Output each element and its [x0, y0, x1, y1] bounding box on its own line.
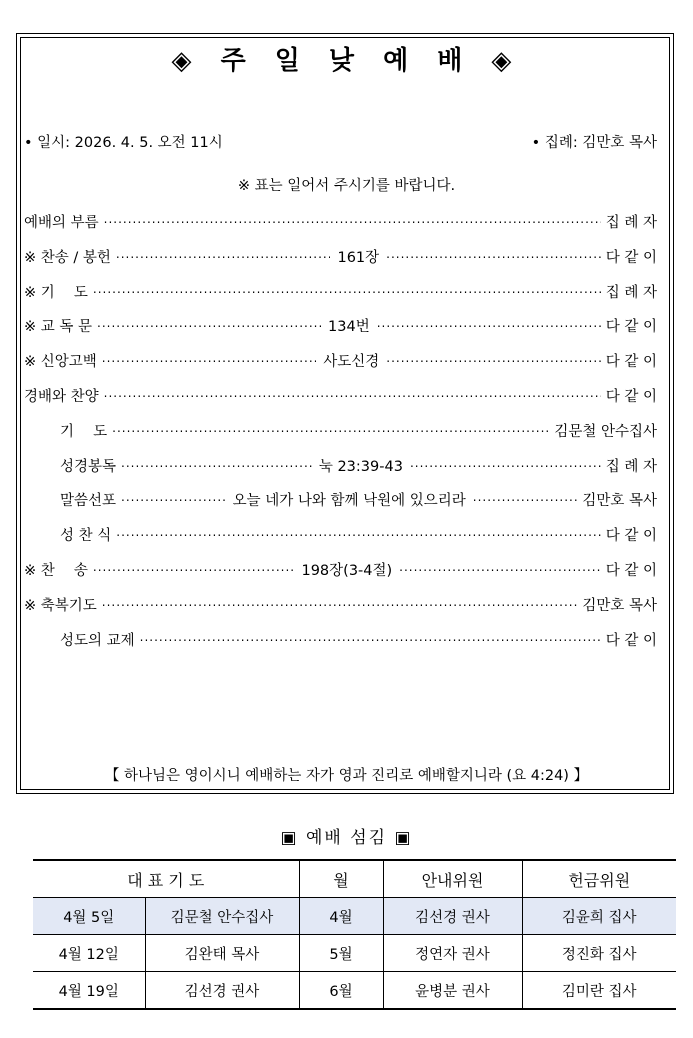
dot-leader [102, 351, 316, 366]
table-row [33, 972, 676, 1010]
cell-month: 5월 [299, 935, 383, 972]
order-label: 예배의 부름 [24, 215, 99, 231]
order-row [24, 315, 657, 337]
order-label: 성도의 교제 [60, 633, 135, 649]
dot-leader [386, 351, 600, 366]
cell-month: 6월 [299, 972, 383, 1010]
order-detail: 오늘 네가 나와 함께 낙원에 있으리라 [232, 493, 466, 509]
order-detail: 사도신경 [323, 354, 380, 370]
order-row [24, 350, 657, 372]
dot-leader [112, 421, 549, 436]
order-label: ※ 신앙고백 [24, 354, 97, 370]
cell-usher: 정연자 권사 [383, 935, 522, 972]
stand-note: ※ 표는 일어서 주시기를 바랍니다. [237, 178, 456, 194]
order-person: 다 같 이 [605, 389, 657, 405]
cell-prayer: 김선경 권사 [145, 972, 299, 1010]
order-detail: 134번 [328, 319, 370, 335]
order-detail: 눅 23:39-43 [318, 459, 403, 475]
order-label: 말씀선포 [60, 493, 117, 509]
dot-leader [473, 490, 578, 505]
order-person: 다 같 이 [605, 563, 658, 579]
order-label: ※ 기 도 [24, 285, 88, 301]
duty-table [33, 859, 676, 1010]
header-usher: 안내위원 [383, 860, 522, 898]
order-label: 성 찬 식 [60, 528, 112, 544]
dot-leader [140, 630, 601, 645]
dot-leader [97, 316, 321, 331]
dot-leader [399, 560, 601, 575]
order-person: 김문철 안수집사 [554, 424, 657, 440]
dot-leader [104, 386, 601, 401]
order-row [24, 246, 657, 268]
order-label: ※ 축복기도 [24, 598, 97, 614]
order-row [24, 594, 657, 616]
table-row [33, 935, 676, 972]
header-prayer: 대 표 기 도 [33, 860, 299, 898]
cell-usher: 김선경 권사 [383, 898, 522, 935]
order-row [60, 420, 657, 442]
order-label: ※ 찬송 / 봉헌 [24, 250, 111, 266]
dot-leader [93, 282, 601, 297]
dot-leader [121, 490, 226, 505]
order-label: 기 도 [60, 424, 108, 440]
cell-prayer: 김완태 목사 [145, 935, 299, 972]
dot-leader [386, 247, 601, 262]
order-person: 다 같 이 [605, 354, 658, 370]
order-detail: 161장 [337, 250, 380, 266]
order-person: 집 례 자 [605, 215, 657, 231]
cell-usher: 윤병분 권사 [383, 972, 522, 1010]
service-title: ◈ 주 일 낮 예 배 ◈ [171, 46, 522, 76]
order-person: 김만호 목사 [582, 493, 657, 509]
order-row [60, 455, 657, 477]
cell-prayer: 김문철 안수집사 [145, 898, 299, 935]
dot-leader [121, 456, 312, 471]
cell-offering: 정진화 집사 [522, 935, 676, 972]
dot-leader [116, 525, 601, 540]
order-row [24, 385, 657, 407]
duty-table-header [33, 860, 676, 898]
order-person: 집 례 자 [605, 459, 657, 475]
order-row [24, 211, 657, 233]
order-row [24, 559, 657, 581]
cell-date: 4월 5일 [33, 898, 145, 935]
order-label: ※ 찬 송 [24, 563, 88, 579]
dot-leader [377, 316, 601, 331]
cell-date: 4월 19일 [33, 972, 145, 1010]
header-month: 월 [299, 860, 383, 898]
order-detail: 198장(3-4절) [301, 563, 393, 579]
order-row [60, 629, 657, 651]
dot-leader [410, 456, 601, 471]
order-label: 성경봉독 [60, 459, 117, 475]
dot-leader [93, 560, 295, 575]
cell-offering: 김윤희 집사 [522, 898, 676, 935]
service-leader: • 집례: 김만호 목사 [531, 135, 657, 151]
dot-leader [104, 212, 601, 227]
table-row [33, 898, 676, 935]
order-label: 경배와 찬양 [24, 389, 99, 405]
header-offering: 헌금위원 [522, 860, 676, 898]
order-row [24, 281, 657, 303]
order-person: 다 같 이 [605, 633, 657, 649]
order-label: ※ 교 독 문 [24, 319, 92, 335]
duty-section-title: ▣ 예배 섬김 ▣ [280, 828, 413, 848]
cell-month: 4월 [299, 898, 383, 935]
order-person: 김만호 목사 [582, 598, 657, 614]
order-row [60, 489, 657, 511]
service-date: • 일시: 2026. 4. 5. 오전 11시 [24, 135, 223, 151]
order-person: 다 같 이 [605, 250, 658, 266]
scripture-verse: 【 하나님은 영이시니 예배하는 자가 영과 진리로 예배할지니라 (요 4:24) 】 [104, 768, 589, 784]
dot-leader [116, 247, 331, 262]
order-row [60, 524, 657, 546]
order-person: 다 같 이 [605, 319, 657, 335]
order-person: 다 같 이 [605, 528, 657, 544]
cell-date: 4월 12일 [33, 935, 145, 972]
dot-leader [102, 595, 578, 610]
order-person: 집 례 자 [605, 285, 657, 301]
cell-offering: 김미란 집사 [522, 972, 676, 1010]
